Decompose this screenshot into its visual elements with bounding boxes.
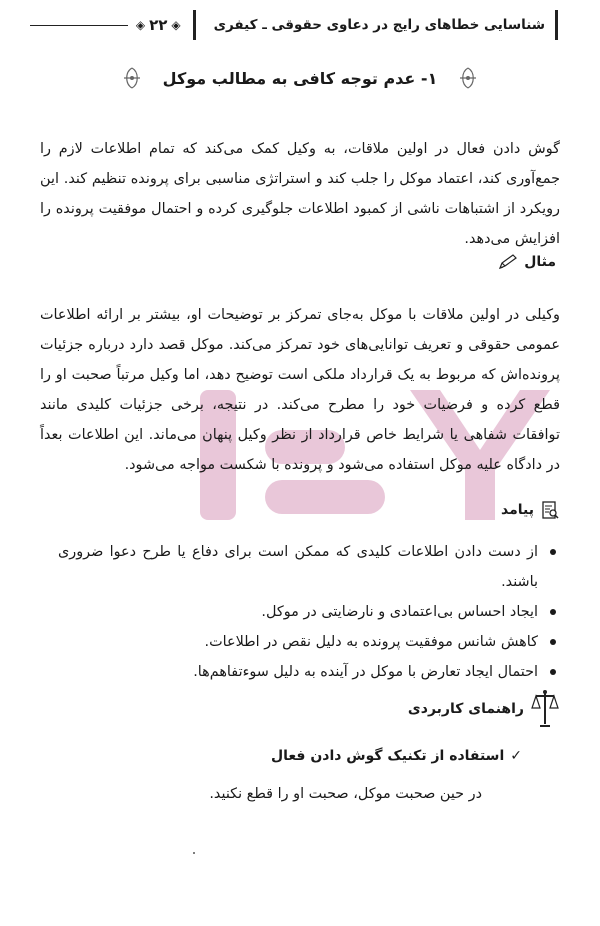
running-title: شناسایی خطاهای رایج در دعاوی حقوقی ـ کیفری bbox=[213, 17, 545, 33]
header-rule bbox=[30, 25, 128, 26]
header-bar-left bbox=[193, 10, 196, 40]
floral-ornament-icon bbox=[121, 66, 143, 90]
list-item: احتمال ایجاد تعارض با موکل در آینده به دلیل سوءتفاهم‌ها. bbox=[58, 657, 538, 687]
page-number: ۲۲ bbox=[149, 16, 168, 34]
example-label: مثال bbox=[524, 254, 556, 270]
consequence-heading bbox=[501, 500, 560, 520]
section-title: ۱- عدم توجه کافی به مطالب موکل bbox=[162, 68, 438, 88]
guide-heading bbox=[408, 688, 560, 730]
tip-title: استفاده از تکنیک گوش دادن فعال bbox=[270, 748, 505, 764]
tip-heading bbox=[271, 748, 522, 764]
diamond-ornament-icon: ◈ bbox=[171, 18, 181, 32]
list-item: کاهش شانس موفقیت پرونده به دلیل نقص در اطلاعات. bbox=[58, 627, 538, 657]
page-number-group bbox=[132, 16, 185, 34]
floral-ornament-icon bbox=[457, 66, 479, 90]
scale-of-justice-icon bbox=[530, 688, 560, 730]
tip-text: در حین صحبت موکل، صحبت او را قطع نکنید. bbox=[209, 786, 482, 802]
list-item: از دست دادن اطلاعات کلیدی که ممکن است برای دفاع یا طرح دعوا ضروری باشند. bbox=[58, 537, 538, 597]
consequence-list bbox=[58, 537, 560, 687]
section-heading bbox=[0, 66, 600, 90]
example-heading bbox=[498, 254, 556, 270]
header-bar-right bbox=[555, 10, 558, 40]
page-header bbox=[30, 8, 560, 42]
example-paragraph: وکیلی در اولین ملاقات با موکل به‌جای تمرکز بر توضیحات او، بیشتر بر ارائه اطلاعات عمومی حقوقی و تعریف توانایی‌های خود تمرکز می‌کند. موکل قصد دارد درباره جزئیات پرونده‌اش که مربوط به یک قرارداد ملکی است توضیح دهد، اما وکیل مرتباً صحبت او را قطع کرده و فرضیات خود را مطرح می‌کند. در نتیجه، برخی جزئیات کلیدی مانند توافقات شفاهی یا شرایط خاص قرارداد از نظر وکیل پنهان می‌ماند. این اطلاعات بعداً در دادگاه علیه موکل استفاده می‌شود و پرونده با شکست مواجه می‌شود. bbox=[40, 307, 560, 474]
consequence-label: پیامد bbox=[501, 502, 534, 518]
list-item: ایجاد احساس بی‌اعتمادی و نارضایتی در موکل. bbox=[58, 597, 538, 627]
document-search-icon bbox=[540, 500, 560, 520]
pencil-icon bbox=[498, 254, 518, 270]
checkmark-icon: ✓ bbox=[510, 748, 522, 764]
diamond-ornament-icon: ◈ bbox=[135, 18, 146, 32]
guide-label: راهنمای کاربردی bbox=[407, 701, 524, 717]
stray-dot bbox=[193, 852, 195, 854]
intro-paragraph: گوش دادن فعال در اولین ملاقات، به وکیل کمک می‌کند که تمام اطلاعات لازم را جمع‌آوری کند، اعتماد موکل را جلب کند و استراتژی مناسبی برای پرونده تنظیم کند. این رویکرد از اشتباهات ناشی از کمبود اطلاعات جلوگیری کرده و احتمال موفقیت پرونده را افزایش می‌دهد. bbox=[40, 141, 560, 248]
